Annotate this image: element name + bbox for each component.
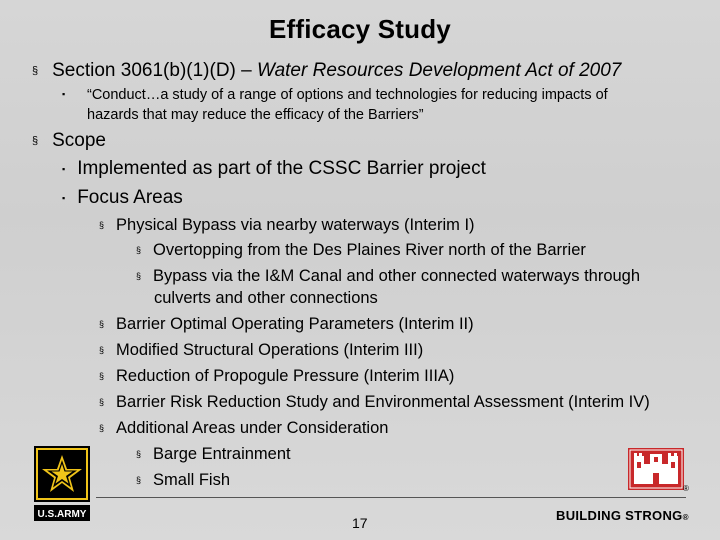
focus-item: § Barrier Risk Reduction Study and Environmental Assessment (Interim IV) — [99, 393, 650, 411]
quote-line-2: hazards that may reduce the efficacy of the Barriers” — [87, 107, 424, 123]
section-prefix: Section 3061(b)(1)(D) – — [52, 60, 257, 81]
quote-text — [87, 85, 608, 125]
focus-subitem-continued: culverts and other connections — [154, 289, 378, 307]
bullet-icon: § — [32, 65, 39, 77]
focus-subitem: § Small Fish — [136, 471, 231, 489]
us-army-logo — [34, 446, 90, 522]
section-act-name: Water Resources Development Act of 2007 — [257, 60, 622, 81]
scope-implemented: ▪ Implemented as part of the CSSC Barrier project — [62, 158, 486, 179]
focus-item: § Physical Bypass via nearby waterways (Interim I) — [99, 216, 475, 234]
focus-item: § Barrier Optimal Operating Parameters (Interim II) — [99, 315, 474, 333]
quote-line-1: “Conduct…a study of a range of options and technologies for reducing impacts of — [87, 87, 608, 103]
army-text: U.S.ARMY — [37, 509, 87, 520]
building-strong-brand: BUILDING STRONG® — [556, 508, 689, 523]
quote-bullet: ▪ — [62, 89, 66, 99]
focus-item: § Additional Areas under Consideration — [99, 419, 389, 437]
slide-title: Efficacy Study — [269, 14, 451, 44]
focus-subitem: § Barge Entrainment — [136, 445, 291, 463]
focus-item: § Reduction of Propogule Pressure (Interim IIIA) — [99, 367, 455, 385]
reg-mark: ® — [683, 484, 689, 493]
focus-subitem: § Bypass via the I&M Canal and other connected waterways through — [136, 267, 641, 285]
footer-divider — [96, 497, 686, 498]
section-line — [32, 60, 621, 82]
page-number: 17 — [352, 515, 368, 531]
scope-label: Scope — [52, 130, 106, 151]
focus-subitem: § Overtopping from the Des Plaines River north of the Barrier — [136, 241, 586, 259]
bullet-icon: § — [32, 135, 39, 147]
scope-heading — [32, 130, 106, 152]
scope-focus-areas: ▪ Focus Areas — [62, 187, 183, 208]
corps-castle-logo — [628, 448, 684, 490]
focus-item: § Modified Structural Operations (Interim III) — [99, 341, 424, 359]
